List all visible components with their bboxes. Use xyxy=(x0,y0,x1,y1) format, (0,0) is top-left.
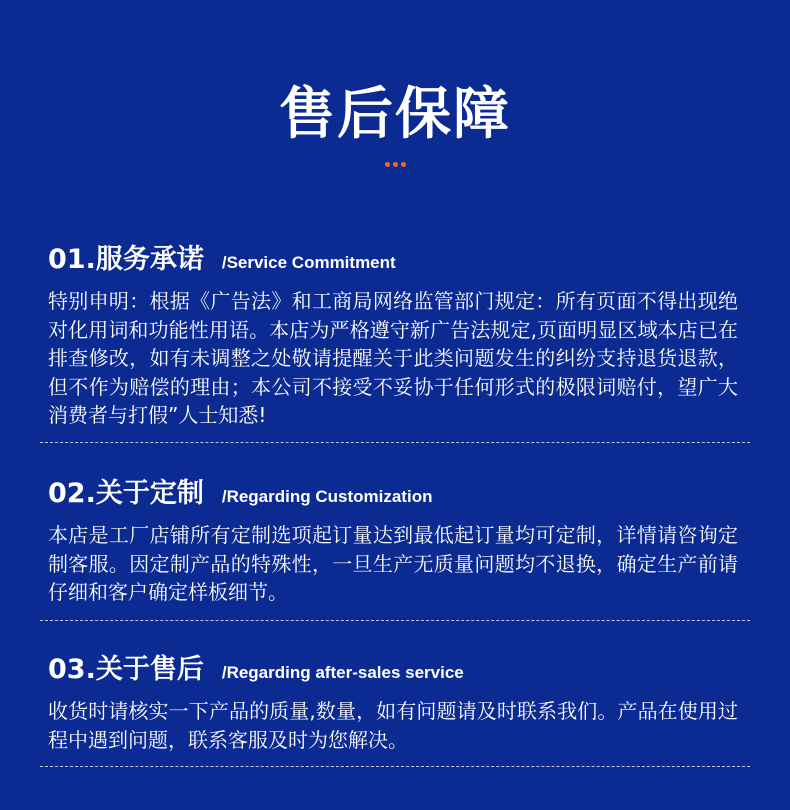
section-body: 特别申明：根据《广告法》和工商局网络监管部门规定：所有页面不得出现绝对化用词和功能性用语。本店为严格遵守新广告法规定,页面明显区域本店已在排查修改，如有未调整之处敬请提醒关于此类问题发生的纠纷支持退货退款，但不作为赔偿的理由；本公司不接受不妥协于任何形式的极限词赔付，望广大消费者与打假”人士知悉! xyxy=(48,289,738,427)
section-subtitle: /Service Commitment xyxy=(221,253,396,272)
divider xyxy=(40,442,750,443)
section-title: 01.服务承诺 xyxy=(48,244,204,275)
section-subtitle: /Regarding after-sales service xyxy=(221,663,464,682)
section-service-commitment xyxy=(48,240,748,430)
page-title: 售后保障 xyxy=(279,82,511,147)
divider xyxy=(40,620,750,621)
section-body: 本店是工厂店铺所有定制选项起订量达到最低起订量均可定制，详情请咨询定制客服。因定制产品的特殊性，一旦生产无质量问题均不退换，确定生产前请仔细和客户确定样板细节。 xyxy=(48,523,738,604)
accent-dot xyxy=(401,162,406,167)
section-title: 03.关于售后 xyxy=(48,654,204,685)
section-subtitle: /Regarding Customization xyxy=(221,487,433,506)
divider xyxy=(40,766,750,767)
section-heading xyxy=(48,650,748,690)
section-customization xyxy=(48,474,748,607)
title-dots xyxy=(0,162,790,167)
section-after-sales xyxy=(48,650,748,754)
section-heading xyxy=(48,240,748,280)
accent-dot xyxy=(385,162,390,167)
section-title: 02.关于定制 xyxy=(48,478,204,509)
accent-dot xyxy=(393,162,398,167)
section-body: 收货时请核实一下产品的质量,数量，如有问题请及时联系我们。产品在使用过程中遇到问题，联系客服及时为您解决。 xyxy=(48,699,738,752)
section-heading xyxy=(48,474,748,514)
